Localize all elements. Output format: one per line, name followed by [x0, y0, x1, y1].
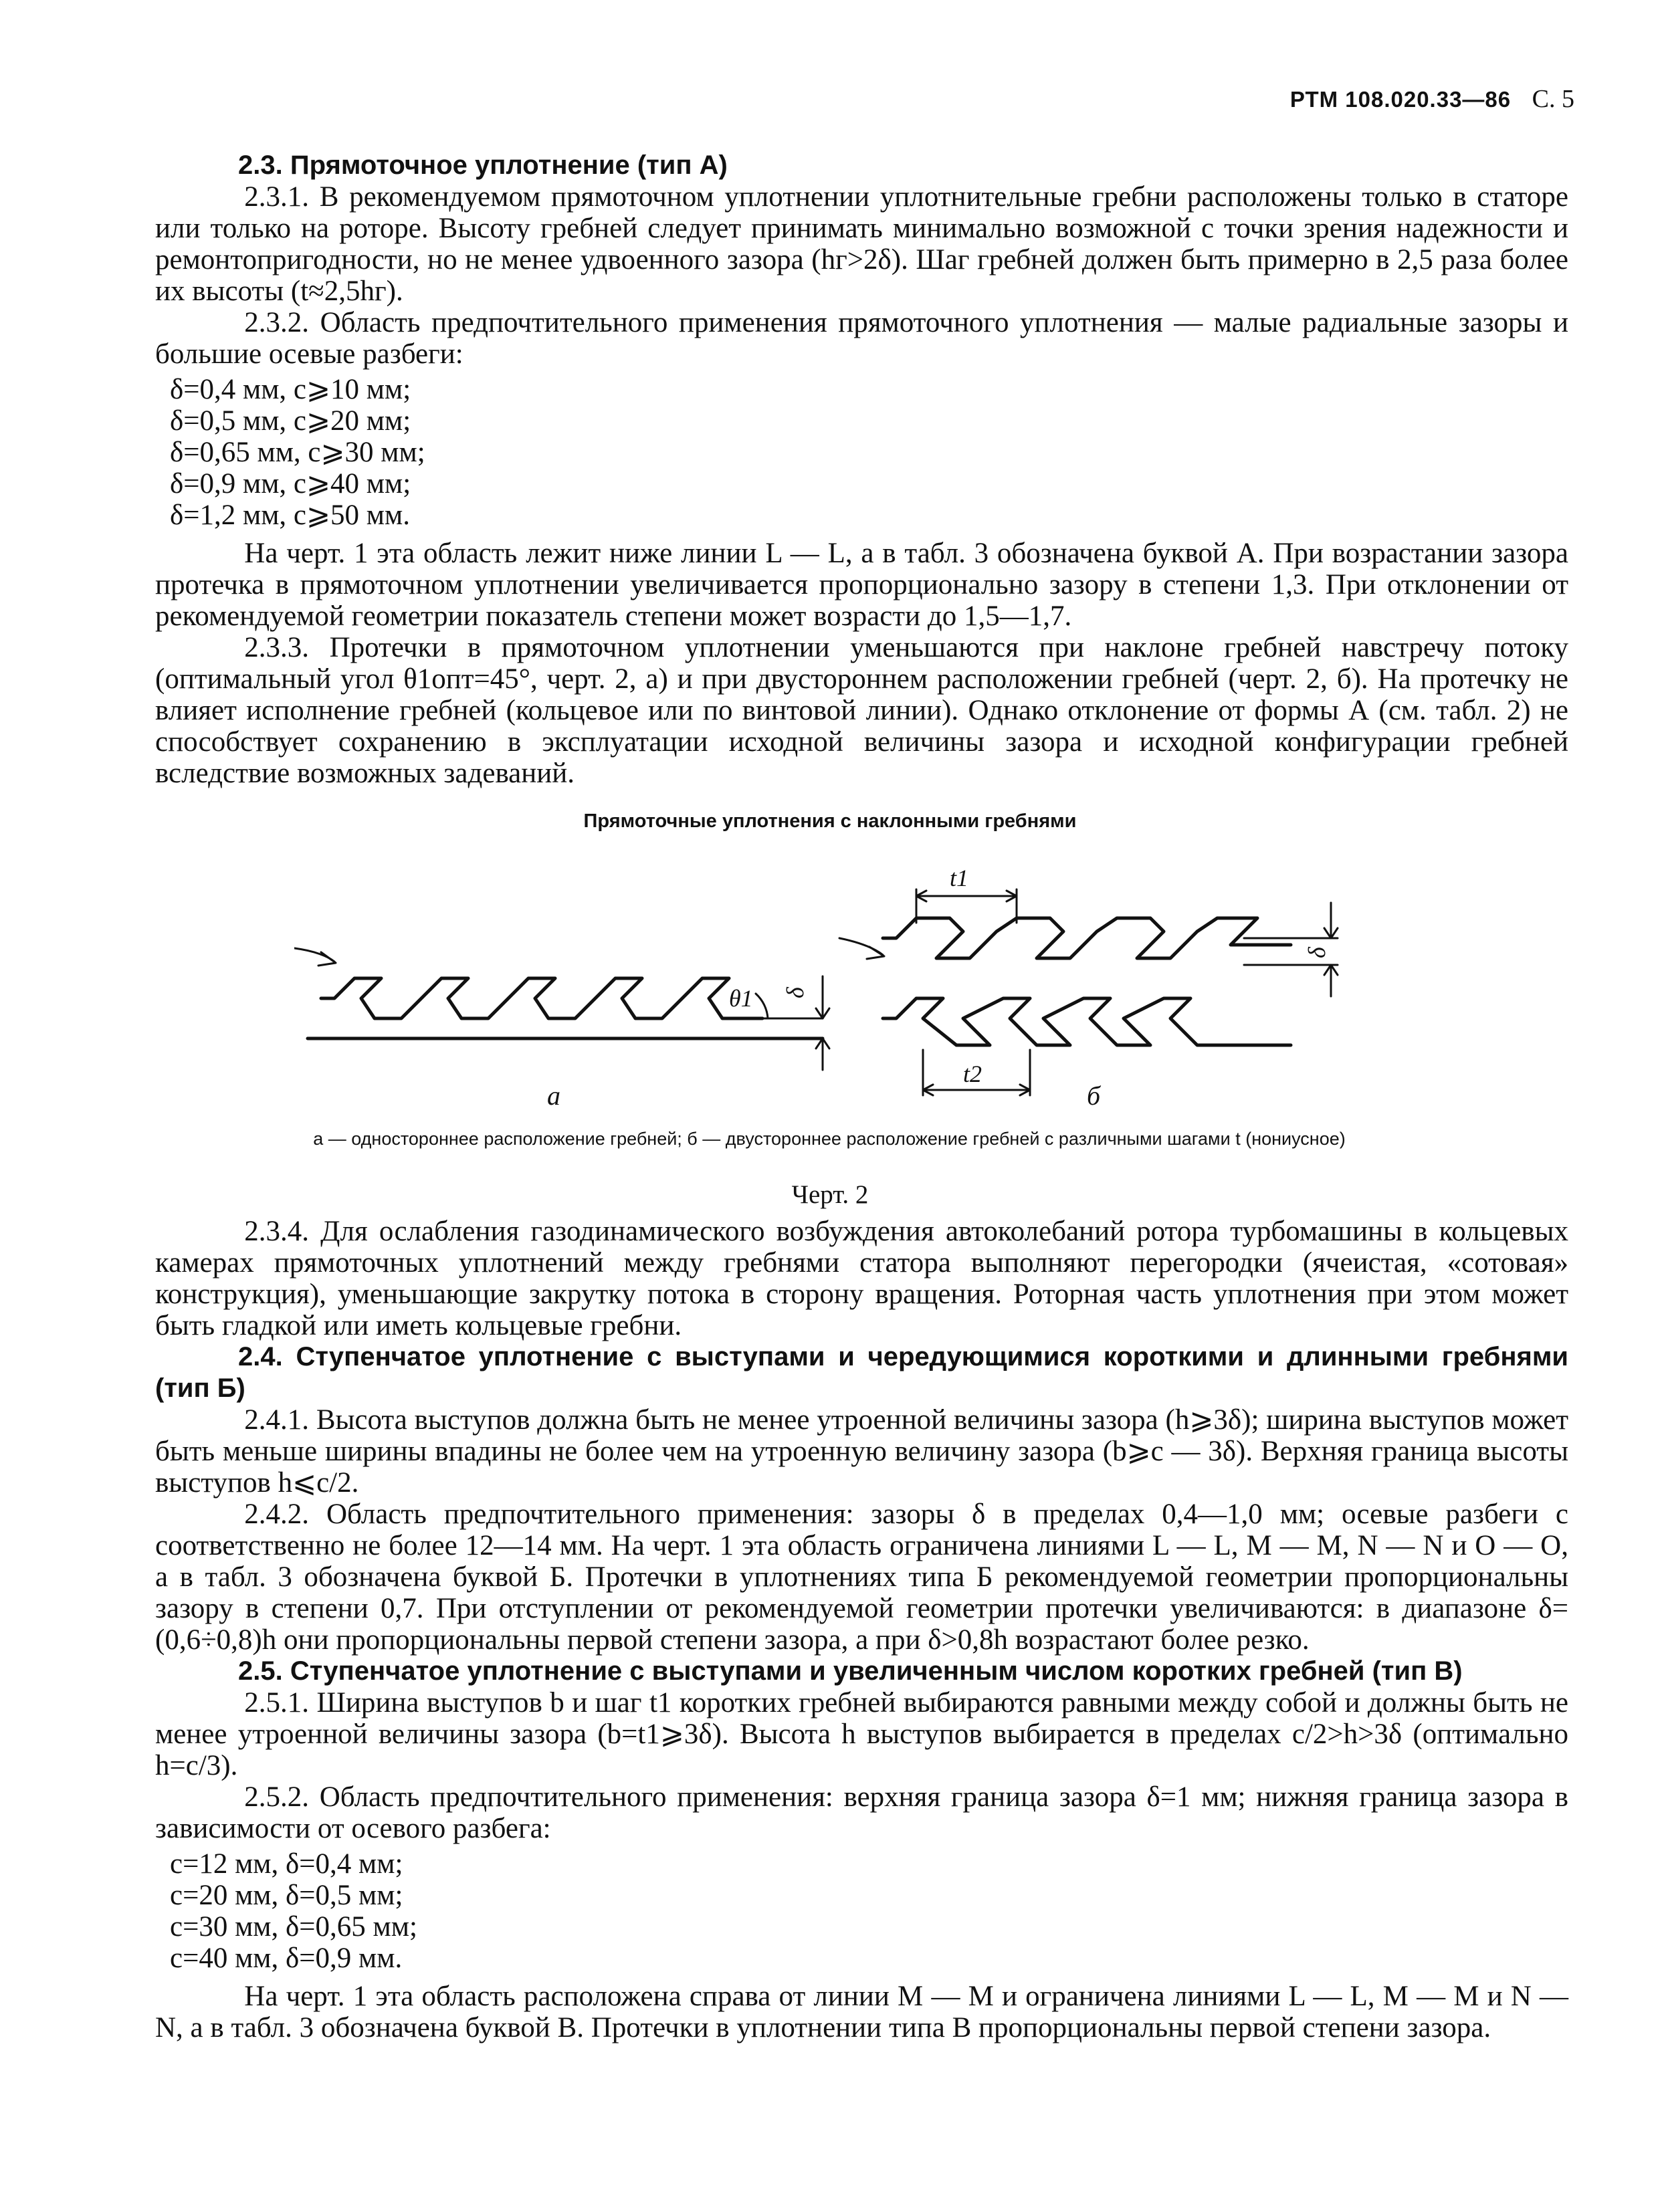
- paragraph-2-5-2-cont: На черт. 1 эта область расположена справа от линии M — M и ограничена линиями L — L, M — M и N — N, а в табл. 3 обозначена буквой В. Протечки в уплотнении типа В пропорциональны первой степени зазора.: [155, 1981, 1568, 2043]
- heading-2-3: 2.3. Прямоточное уплотнение (тип А): [238, 150, 728, 180]
- list-item: c=20 мм, δ=0,5 мм;: [170, 1880, 403, 1911]
- sub-label-a: а: [547, 1081, 560, 1111]
- list-item: δ=0,5 мм, c⩾20 мм;: [170, 405, 411, 437]
- list-item: c=30 мм, δ=0,65 мм;: [170, 1911, 417, 1943]
- text-block-top: [155, 150, 1568, 789]
- paragraph-2-4-2: 2.4.2. Область предпочтительного применения: зазоры δ в пределах 0,4—1,0 мм; осевые разбеги c соответственно не более 12—14 мм. На черт. 1 эта область ограничена линиями L — L, M — M, N — N и O — O, а в табл. 3 обозначена буквой Б. Протечки в уплотнениях типа Б рекомендуемой геометрии пропорциональны зазору в степени 0,7. При отступлении от рекомендуемой геометрии протечки увеличиваются: в диапазоне δ=(0,6÷0,8)h они пропорциональны первой степени зазора, а при δ>0,8h возрастают более резко.: [155, 1499, 1568, 1656]
- t2-label: t2: [963, 1061, 982, 1087]
- list-2-3-2: [170, 374, 1568, 531]
- delta-label-b: δ: [1304, 947, 1330, 958]
- paragraph-2-3-2: 2.3.2. Область предпочтительного применения прямоточного уплотнения — малые радиальные зазоры и большие осевые разбеги:: [155, 307, 1568, 370]
- heading-2-5: 2.5. Ступенчатое уплотнение с выступами и увеличенным числом коротких гребней (тип В): [238, 1656, 1463, 1686]
- paragraph-2-3-1: 2.3.1. В рекомендуемом прямоточном уплотнении уплотнительные гребни расположены только в статоре или только на роторе. Высоту гребней следует принимать минимально возможной с точки зрения надежности и ремонтопригодности, но не менее удвоенного зазора (hг>2δ). Шаг гребней должен быть примерно в 2,5 раза более их высоты (t≈2,5hг).: [155, 181, 1568, 307]
- list-item: δ=0,4 мм, c⩾10 мм;: [170, 374, 411, 405]
- delta-label-a: δ: [782, 987, 809, 998]
- paragraph-2-5-1: 2.5.1. Ширина выступов b и шаг t1 коротких гребней выбираются равными между собой и должны быть не менее утроенной величины зазора (b=t1⩾3δ). Высота h выступов выбирается в пределах c/2>h>3δ (оптимально h=c/3).: [155, 1687, 1568, 1781]
- document-code: РТМ 108.020.33—86: [1289, 87, 1512, 112]
- t1-label: t1: [950, 869, 969, 891]
- list-item: c=12 мм, δ=0,4 мм;: [170, 1848, 403, 1880]
- heading-2-4: 2.4. Ступенчатое уплотнение с выступами и чередующимися короткими и длинными гребнями (тип Б): [155, 1342, 1568, 1403]
- paragraph-2-3-3: 2.3.3. Протечки в прямоточном уплотнении уменьшаются при наклоне гребней навстречу потоку (оптимальный угол θ1опт=45°, черт. 2, а) и при двустороннем расположении гребней (черт. 2, б). На протечку не влияет исполнение гребней (кольцевое или по винтовой линии). Однако отклонение от формы А (см. табл. 2) не способствует сохранению в эксплуатации исходной величины зазора и исходной конфигурации гребней вследствие возможных задеваний.: [155, 632, 1568, 789]
- paragraph-2-3-2-cont: На черт. 1 эта область лежит ниже линии L — L, а в табл. 3 обозначена буквой А. При возрастании зазора протечка в прямоточном уплотнении увеличивается пропорционально зазору в степени 1,3. При отклонении от рекомендуемой геометрии показатель степени может возрасти до 1,5—1,7.: [155, 538, 1568, 632]
- list-item: c=40 мм, δ=0,9 мм.: [170, 1943, 403, 1974]
- theta-label: θ1: [729, 985, 753, 1012]
- figure-caption: а — одностороннее расположение гребней; б — двустороннее расположение гребней с различными шагами t (нониусное): [313, 1129, 1346, 1149]
- seal-drawing: [294, 869, 1364, 1137]
- sub-label-b: б: [1087, 1081, 1101, 1111]
- list-item: δ=0,9 мм, c⩾40 мм;: [170, 468, 411, 500]
- paragraph-2-4-1: 2.4.1. Высота выступов должна быть не менее утроенной величины зазора (h⩾3δ); ширина выступов может быть меньше ширины впадины не более чем на утроенную величину зазора (b⩾c — 3δ). Верхняя граница высоты выступов h⩽c/2.: [155, 1404, 1568, 1499]
- paragraph-2-3-4: 2.3.4. Для ослабления газодинамического возбуждения автоколебаний ротора турбомашины в кольцевых камерах прямоточных уплотнений между гребнями статора выполняют перегородки (ячеистая, «сотовая» конструкция), уменьшающие закрутку потока в сторону вращения. Роторная часть уплотнения при этом может быть гладкой или иметь кольцевые гребни.: [155, 1216, 1568, 1341]
- list-2-5-2: [170, 1848, 1568, 1974]
- page-number: С. 5: [1532, 85, 1574, 113]
- figure-number: Черт. 2: [791, 1180, 869, 1209]
- figure-title: Прямоточные уплотнения с наклонными гребнями: [583, 810, 1077, 832]
- list-item: δ=0,65 мм, c⩾30 мм;: [170, 437, 425, 468]
- text-block-bottom: [155, 1216, 1568, 2043]
- paragraph-2-5-2: 2.5.2. Область предпочтительного применения: верхняя граница зазора δ=1 мм; нижняя граница зазора в зависимости от осевого разбега:: [155, 1781, 1568, 1844]
- page-header: [1290, 84, 1574, 114]
- list-item: δ=1,2 мм, c⩾50 мм.: [170, 500, 410, 531]
